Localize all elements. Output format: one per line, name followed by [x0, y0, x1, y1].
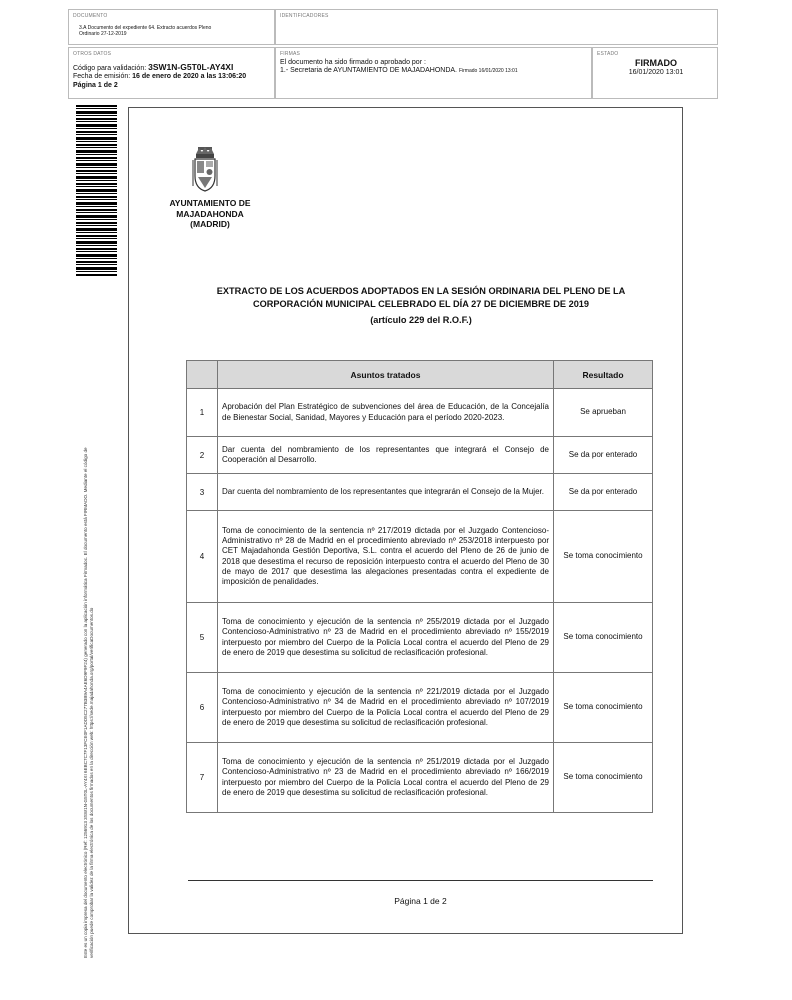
title-line1: EXTRACTO DE LOS ACUERDOS ADOPTADOS EN LA SESIÓN ORDINARIA DEL PLENO DE LA [216, 286, 626, 296]
institution-line2: MAJADAHONDA [176, 208, 244, 219]
table-row [187, 743, 653, 813]
row-number: 5 [187, 603, 218, 673]
institution-line3: (MADRID) [190, 219, 230, 229]
firmas-signer: 1.- Secretaria de AYUNTAMIENTO DE MAJADAHONDA. [280, 67, 457, 74]
row-text: Toma de conocimiento y ejecución de la sentencia nº 221/2019 dictada por el Juzgado Contencioso-Administrativo nº 34 de Madrid en el procedimiento abreviado nº 107/2019 interpuesto por miembro del Cuerpo de la Policía Local contra el acuerdo del Pleno de 29 de enero de 2019 que desestima su solicitud de reclasificación profesional. [218, 673, 554, 743]
identificadores-label: IDENTIFICADORES [280, 13, 329, 19]
codigo-validacion [73, 63, 233, 73]
documento-value-line1: 3.A Documento del expediente 64. Extracto acuerdos Pleno [79, 25, 212, 31]
header-asuntos: Asuntos tratados [218, 361, 554, 389]
row-result: Se da por enterado [554, 474, 653, 511]
row-result: Se toma conocimiento [554, 743, 653, 813]
header-pagina: Página 1 de 2 [73, 82, 118, 89]
side-text-line2: verificación puede comprobar la validez de la firma electrónica de los documentos firmados en la dirección web: https://sede.majadahonda.org/portal/verificaDocumentos.do [89, 607, 95, 958]
row-result: Se aprueban [554, 389, 653, 437]
coat-of-arms-icon [191, 145, 219, 193]
header-resultado: Resultado [554, 361, 653, 389]
institution-name [150, 198, 270, 230]
row-text: Dar cuenta del nombramiento de los representantes que integrarán el Consejo de la Mujer. [218, 474, 554, 511]
title-line2: CORPORACIÓN MUNICIPAL CELEBRADO EL DÍA 27 DE DICIEMBRE DE 2019 [252, 298, 590, 309]
side-text-line1: Este es un copia impresa del documento electrónico (Ref: 1256913 3SW1N-G5T0L-AY4XI 6EBC7C7F13FCE0F1ADD5C277B3B9A4AE6D9F9F24) generado con la aplicación informática Firmadoc. El documento está FIRMADO. Mediante el código de [83, 447, 88, 958]
codigo-value: 3SW1N-G5T0L-AY4XI [148, 62, 234, 72]
agreements-table [186, 360, 653, 813]
firmas-signed-date: Firmado 16/01/2020 13:01 [458, 68, 518, 74]
document-title [186, 285, 656, 327]
estado-value: FIRMADO [635, 58, 677, 68]
header-num-cell [187, 361, 218, 389]
row-number: 7 [187, 743, 218, 813]
firmas-label: FIRMAS [280, 51, 301, 57]
footer-page-number: Página 1 de 2 [394, 896, 447, 906]
row-text: Toma de conocimiento de la sentencia nº 217/2019 dictada por el Juzgado Contencioso-Administrativo nº 28 de Madrid en el procedimiento abreviado nº 253/2018 interpuesto por CET Majadahonda Gestión Deportiva, S.L. contra el acuerdo del Pleno de 26 de junio de 2018 que desestima el recurso de reposición interpuesto contra el acuerdo del Pleno de 30 de mayo de 2017 que desestima las alegaciones presentadas contra el expediente de imposición de penalidades. [218, 511, 554, 603]
title-line3: (artículo 229 del R.O.F.) [370, 315, 472, 325]
firmas-line1: El documento ha sido firmado o aprobado por : [280, 59, 426, 66]
row-text: Dar cuenta del nombramiento de los representantes que integrará el Consejo de Cooperación al Desarrollo. [218, 437, 554, 474]
header-firmas-box [275, 47, 592, 99]
row-number: 1 [187, 389, 218, 437]
header-documento-box [68, 9, 275, 45]
row-number: 4 [187, 511, 218, 603]
fecha-label: Fecha de emisión: [73, 73, 131, 80]
institution-line1: AYUNTAMIENTO DE [169, 198, 251, 208]
row-number: 6 [187, 673, 218, 743]
row-number: 2 [187, 437, 218, 474]
header-identificadores-box [275, 9, 718, 45]
footer-divider [188, 880, 653, 881]
table-row [187, 673, 653, 743]
row-result: Se toma conocimiento [554, 511, 653, 603]
documento-value-line2: Ordinario 27-12-2019 [79, 31, 127, 37]
side-verification-text [83, 298, 96, 958]
header-otros-datos-box [68, 47, 275, 99]
row-result: Se da por enterado [554, 437, 653, 474]
table-row [187, 474, 653, 511]
table-row [187, 437, 653, 474]
row-result: Se toma conocimiento [554, 673, 653, 743]
header-estado-box [592, 47, 718, 99]
otros-datos-label: OTROS DATOS [73, 51, 112, 57]
row-text: Toma de conocimiento y ejecución de la sentencia nº 251/2019 dictada por el Juzgado Contencioso-Administrativo nº 23 de Madrid en el procedimiento abreviado nº 166/2019 interpuesto por miembro del Cuerpo de la Policía Local contra el acuerdo del Pleno de 29 de enero de 2019 que desestima su solicitud de reclasificación profesional. [218, 743, 554, 813]
firmas-line2 [280, 67, 518, 75]
estado-label: ESTADO [597, 51, 619, 57]
row-number: 3 [187, 474, 218, 511]
table-row [187, 603, 653, 673]
row-result: Se toma conocimiento [554, 603, 653, 673]
table-row [187, 511, 653, 603]
table-row [187, 389, 653, 437]
table-header-row [187, 361, 653, 389]
documento-label: DOCUMENTO [73, 13, 108, 19]
estado-date: 16/01/2020 13:01 [628, 69, 684, 76]
row-text: Toma de conocimiento y ejecución de la sentencia nº 255/2019 dictada por el Juzgado Contencioso-Administrativo nº 23 de Madrid en el procedimiento abreviado nº 155/2019 interpuesto por miembro del Cuerpo de la Policía Local contra el acuerdo del Pleno de 29 de enero de 2019 que desestima su solicitud de reclasificación profesional. [218, 603, 554, 673]
row-text: Aprobación del Plan Estratégico de subvenciones del área de Educación, de la Concejalía de Bienestar Social, Sanidad, Mayores y Educación para el período 2020-2023. [218, 389, 554, 437]
barcode-image [76, 105, 117, 277]
fecha-value: 16 de enero de 2020 a las 13:06:20 [132, 73, 247, 80]
fecha-emision [73, 73, 246, 81]
codigo-label: Código para validación: [73, 65, 147, 72]
